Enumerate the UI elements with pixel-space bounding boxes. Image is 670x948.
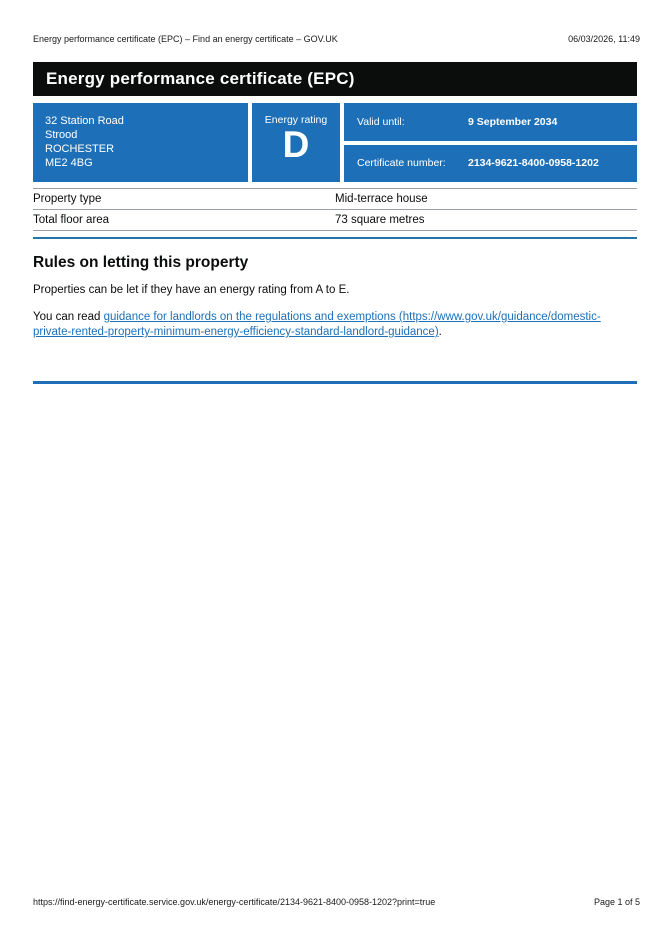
certificate-summary — [33, 103, 637, 182]
rules-paragraph-2-prefix: You can read — [33, 311, 104, 323]
browser-print-header — [33, 34, 640, 44]
address-line-4: ME2 4BG — [45, 157, 93, 169]
table-row — [33, 210, 637, 231]
section-divider — [33, 381, 637, 384]
rules-paragraph-1: Properties can be let if they have an energy rating from A to E. — [33, 284, 350, 296]
certificate-validity-stack — [344, 103, 637, 182]
page-title: Energy performance certificate (EPC) — [46, 69, 355, 88]
certificate-number-label: Certificate number: — [357, 157, 446, 170]
property-type-label: Property type — [33, 189, 335, 210]
property-summary-table — [33, 188, 637, 231]
energy-rating-box — [252, 103, 340, 182]
certificate-number-value: 2134-9621-8400-0958-1202 — [468, 157, 599, 170]
print-header-datetime: 06/03/2026, 11:49 — [568, 34, 640, 44]
total-floor-area-value: 73 square metres — [335, 210, 637, 231]
address-line-1: 32 Station Road — [45, 115, 124, 127]
valid-until-value: 9 September 2034 — [468, 115, 558, 128]
total-floor-area-label: Total floor area — [33, 210, 335, 231]
landlord-guidance-link[interactable]: guidance for landlords on the regulations and exemptions (https://www.gov.uk/guidance/domestic-private-rented-property-minimum-energy-efficiency-standard-landlord-guidance) — [33, 311, 601, 338]
rules-paragraph-2 — [33, 310, 637, 340]
property-address-box — [33, 103, 248, 182]
certificate-page — [33, 62, 637, 384]
valid-until-box — [344, 103, 637, 141]
section-divider — [33, 237, 637, 239]
page-title-banner — [33, 62, 637, 96]
table-row — [33, 189, 637, 210]
browser-print-footer — [33, 897, 640, 907]
rules-section-heading: Rules on letting this property — [33, 254, 249, 271]
energy-rating-value: D — [282, 124, 310, 165]
certificate-number-box — [344, 145, 637, 183]
print-footer-page-number: Page 1 of 5 — [593, 897, 640, 907]
print-footer-url: https://find-energy-certificate.service.gov.uk/energy-certificate/2134-9621-8400-0958-1202?print=true — [33, 897, 436, 907]
property-type-value: Mid-terrace house — [335, 189, 637, 210]
energy-rating-label: Energy rating — [264, 114, 328, 126]
address-line-2: Strood — [45, 129, 78, 141]
rules-paragraph-2-suffix: . — [438, 326, 442, 338]
print-header-title: Energy performance certificate (EPC) – Find an energy certificate – GOV.UK — [33, 34, 338, 44]
valid-until-label: Valid until: — [357, 115, 405, 128]
address-line-3: ROCHESTER — [45, 143, 115, 155]
